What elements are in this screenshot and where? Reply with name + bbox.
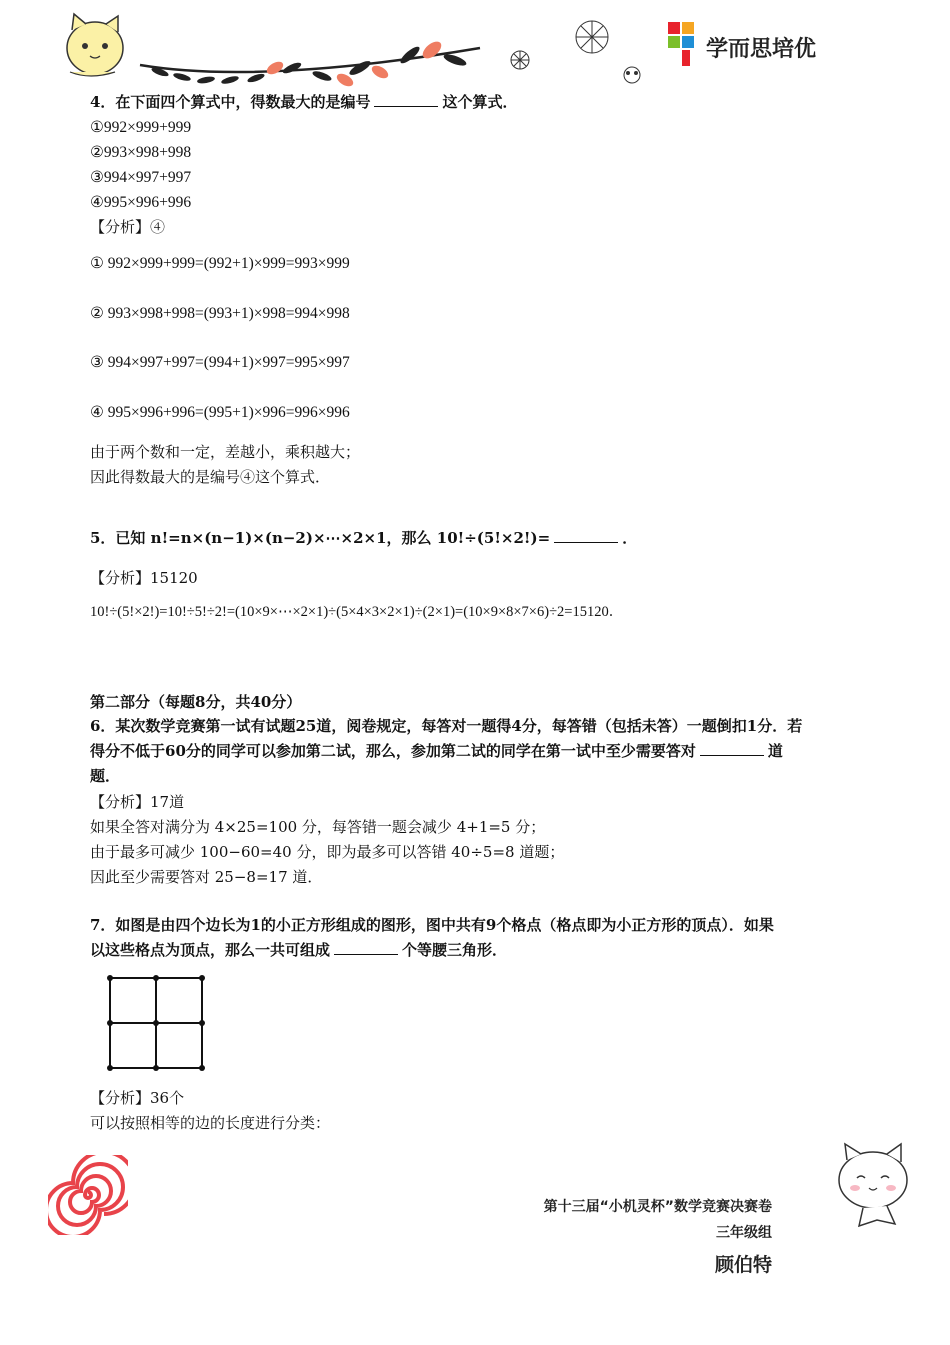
q6-line-2 [90, 741, 783, 761]
q6-line-2-after: 道 [767, 742, 783, 760]
q6-step-3: 因此至少需要答对 25−8=17 道． [90, 868, 323, 886]
q7-line-2-after: 个等腰三角形． [402, 941, 508, 959]
q7-line-2-text: 以这些格点为顶点，那么一共可组成 [90, 941, 331, 959]
q7-step-1: 可以按照相等的边的长度进行分类： [90, 1114, 331, 1132]
q4-title [90, 92, 517, 112]
q4-title-after: 这个算式． [442, 93, 518, 111]
q4-option: ③994×997+997 [90, 169, 192, 186]
q4-step: ③ 994×997+997=(994+1)×997=995×997 [90, 354, 350, 371]
footer-contest-title: 第十三届“小机灵杯”数学竞赛决赛卷 [543, 1199, 772, 1215]
brand-logo [668, 22, 848, 72]
part2-heading: 第二部分（每题8分，共40分） [90, 693, 302, 711]
dandelion-icon [500, 15, 650, 90]
brand-logo-icon [668, 22, 702, 68]
q5-answer-blank[interactable] [554, 528, 618, 543]
q4-step: ① 992×999+999=(992+1)×999=993×999 [90, 255, 350, 272]
q5-title [90, 528, 637, 548]
lattice-grid-icon [100, 970, 212, 1075]
q6-answer-blank[interactable] [700, 741, 764, 756]
q7-analysis: 【分析】36个 [90, 1089, 185, 1107]
vine-leaves-icon [60, 10, 500, 95]
q6-step-1: 如果全答对满分为 4×25=100 分，每答错一题会减少 4+1=5 分； [90, 818, 546, 836]
dandelion-decoration [500, 15, 650, 90]
q4-option: ④995×996+996 [90, 194, 192, 211]
cat-mascot-decoration [825, 1140, 925, 1230]
cat-mascot-icon [825, 1140, 925, 1230]
q4-step: ④ 995×996+996=(995+1)×996=996×996 [90, 404, 350, 421]
q4-answer-blank[interactable] [374, 92, 438, 107]
q4-title-text: 4．在下面四个算式中，得数最大的是编号 [90, 93, 371, 111]
header-decoration [60, 10, 500, 95]
q4-option: ①992×999+999 [90, 119, 192, 136]
q5-analysis: 【分析】15120 [90, 569, 198, 587]
footer-grade: 三年级组 [716, 1225, 772, 1241]
brand-name: 学而思培优 [706, 37, 817, 62]
q4-conclusion-2: 因此得数最大的是编号④这个算式． [90, 468, 331, 486]
q6-line-1: 6．某次数学竞赛第一试有试题25道，阅卷规定，每答对一题得4分，每答错（包括未答）一题倒扣1分．若 [90, 717, 803, 735]
q6-line-2-text: 得分不低于60分的同学可以参加第二试，那么，参加第二试的同学在第一试中至少需要答对 [90, 742, 696, 760]
lattice-grid-figure [100, 970, 212, 1075]
spiral-icon [48, 1155, 128, 1235]
q5-title-text: 5．已知 n!=n×(n−1)×(n−2)×⋯×2×1，那么 10!÷(5!×2!)= [90, 529, 551, 547]
q4-conclusion-1: 由于两个数和一定，差越小，乘积越大； [90, 443, 361, 461]
q6-step-2: 由于最多可减少 100−60=40 分，即为最多可以答错 40÷5=8 道题； [90, 843, 565, 861]
q5-title-after: ． [622, 529, 638, 547]
q6-line-3: 题． [90, 767, 121, 785]
q4-option: ②993×998+998 [90, 144, 192, 161]
footer-author: 顾伯特 [714, 1254, 772, 1276]
q5-solution: 10!÷(5!×2!)=10!÷5!÷2!=(10×9×⋯×2×1)÷(5×4×3×2×1)÷(2×1)=(10×9×8×7×6)÷2=15120． [90, 604, 624, 620]
q7-line-2 [90, 940, 507, 960]
q4-step: ② 993×998+998=(993+1)×998=994×998 [90, 305, 350, 322]
spiral-decoration [48, 1155, 128, 1235]
cat-face-icon [67, 14, 123, 76]
q7-line-1: 7．如图是由四个边长为1的小正方形组成的图形，图中共有9个格点（格点即为小正方形的顶点）．如果 [90, 916, 774, 934]
q6-analysis: 【分析】17道 [90, 793, 185, 811]
q7-answer-blank[interactable] [334, 940, 398, 955]
q4-analysis: 【分析】④ [90, 218, 166, 236]
